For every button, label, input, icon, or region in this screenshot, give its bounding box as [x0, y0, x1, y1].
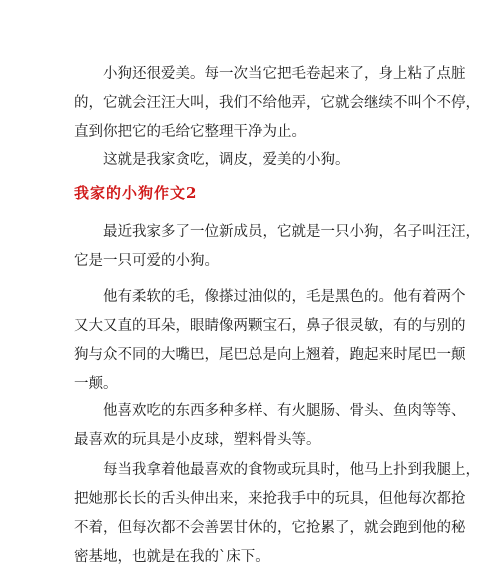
text-line: 直到你把它的毛给它整理干净为止。	[74, 124, 306, 140]
paragraph-dog-loves-beauty	[74, 60, 480, 147]
text-line: 的，它就会汪汪大叫，我们不给他弄，它就会继续不叫个不停，	[74, 95, 480, 111]
text-line: 最近我家多了一位新成员，它就是一只小狗，名子叫汪汪，	[103, 224, 480, 240]
paragraph-summary	[74, 146, 424, 175]
section-heading: 我家的小狗作文2	[74, 184, 198, 202]
text-line: 又大又直的耳朵，眼睛像两颗宝石，鼻子很灵敏，有的与别的	[74, 318, 466, 334]
text-line: 它是一只可爱的小狗。	[74, 253, 219, 269]
text-line: 小狗还很爱美。每一次当它把毛卷起来了，身上粘了点脏	[103, 66, 466, 82]
text-line: 这就是我家贪吃，调皮，爱美的小狗。	[103, 152, 350, 168]
text-line: 他喜欢吃的东西多种多样、有火腿肠、骨头、鱼肉等等、	[103, 403, 466, 419]
paragraph-playing	[74, 456, 480, 572]
paragraph-appearance	[74, 283, 466, 399]
text-line: 密基地，也就是在我的`床下。	[74, 549, 270, 565]
text-line: 最喜欢的玩具是小皮球，塑料骨头等。	[74, 432, 321, 448]
text-line: 他有柔软的毛，像搽过油似的，毛是黑色的。他有着两个	[103, 289, 466, 305]
paragraph-new-member	[74, 218, 480, 276]
text-line: 一颠。	[74, 376, 118, 392]
text-line: 不着，但每次都不会善罢甘休的，它抢累了，就会跑到他的秘	[74, 520, 466, 536]
text-line: 狗与众不同的大嘴巴，尾巴总是向上翘着，跑起来时尾巴一颠	[74, 347, 466, 363]
paragraph-favorite-things	[74, 397, 466, 455]
text-line: 每当我拿着他最喜欢的食物或玩具时，他马上扑到我腿上，	[103, 462, 480, 478]
text-line: 把她那长长的舌头伸出来，来抢我手中的玩具，但他每次都抢	[74, 491, 466, 507]
